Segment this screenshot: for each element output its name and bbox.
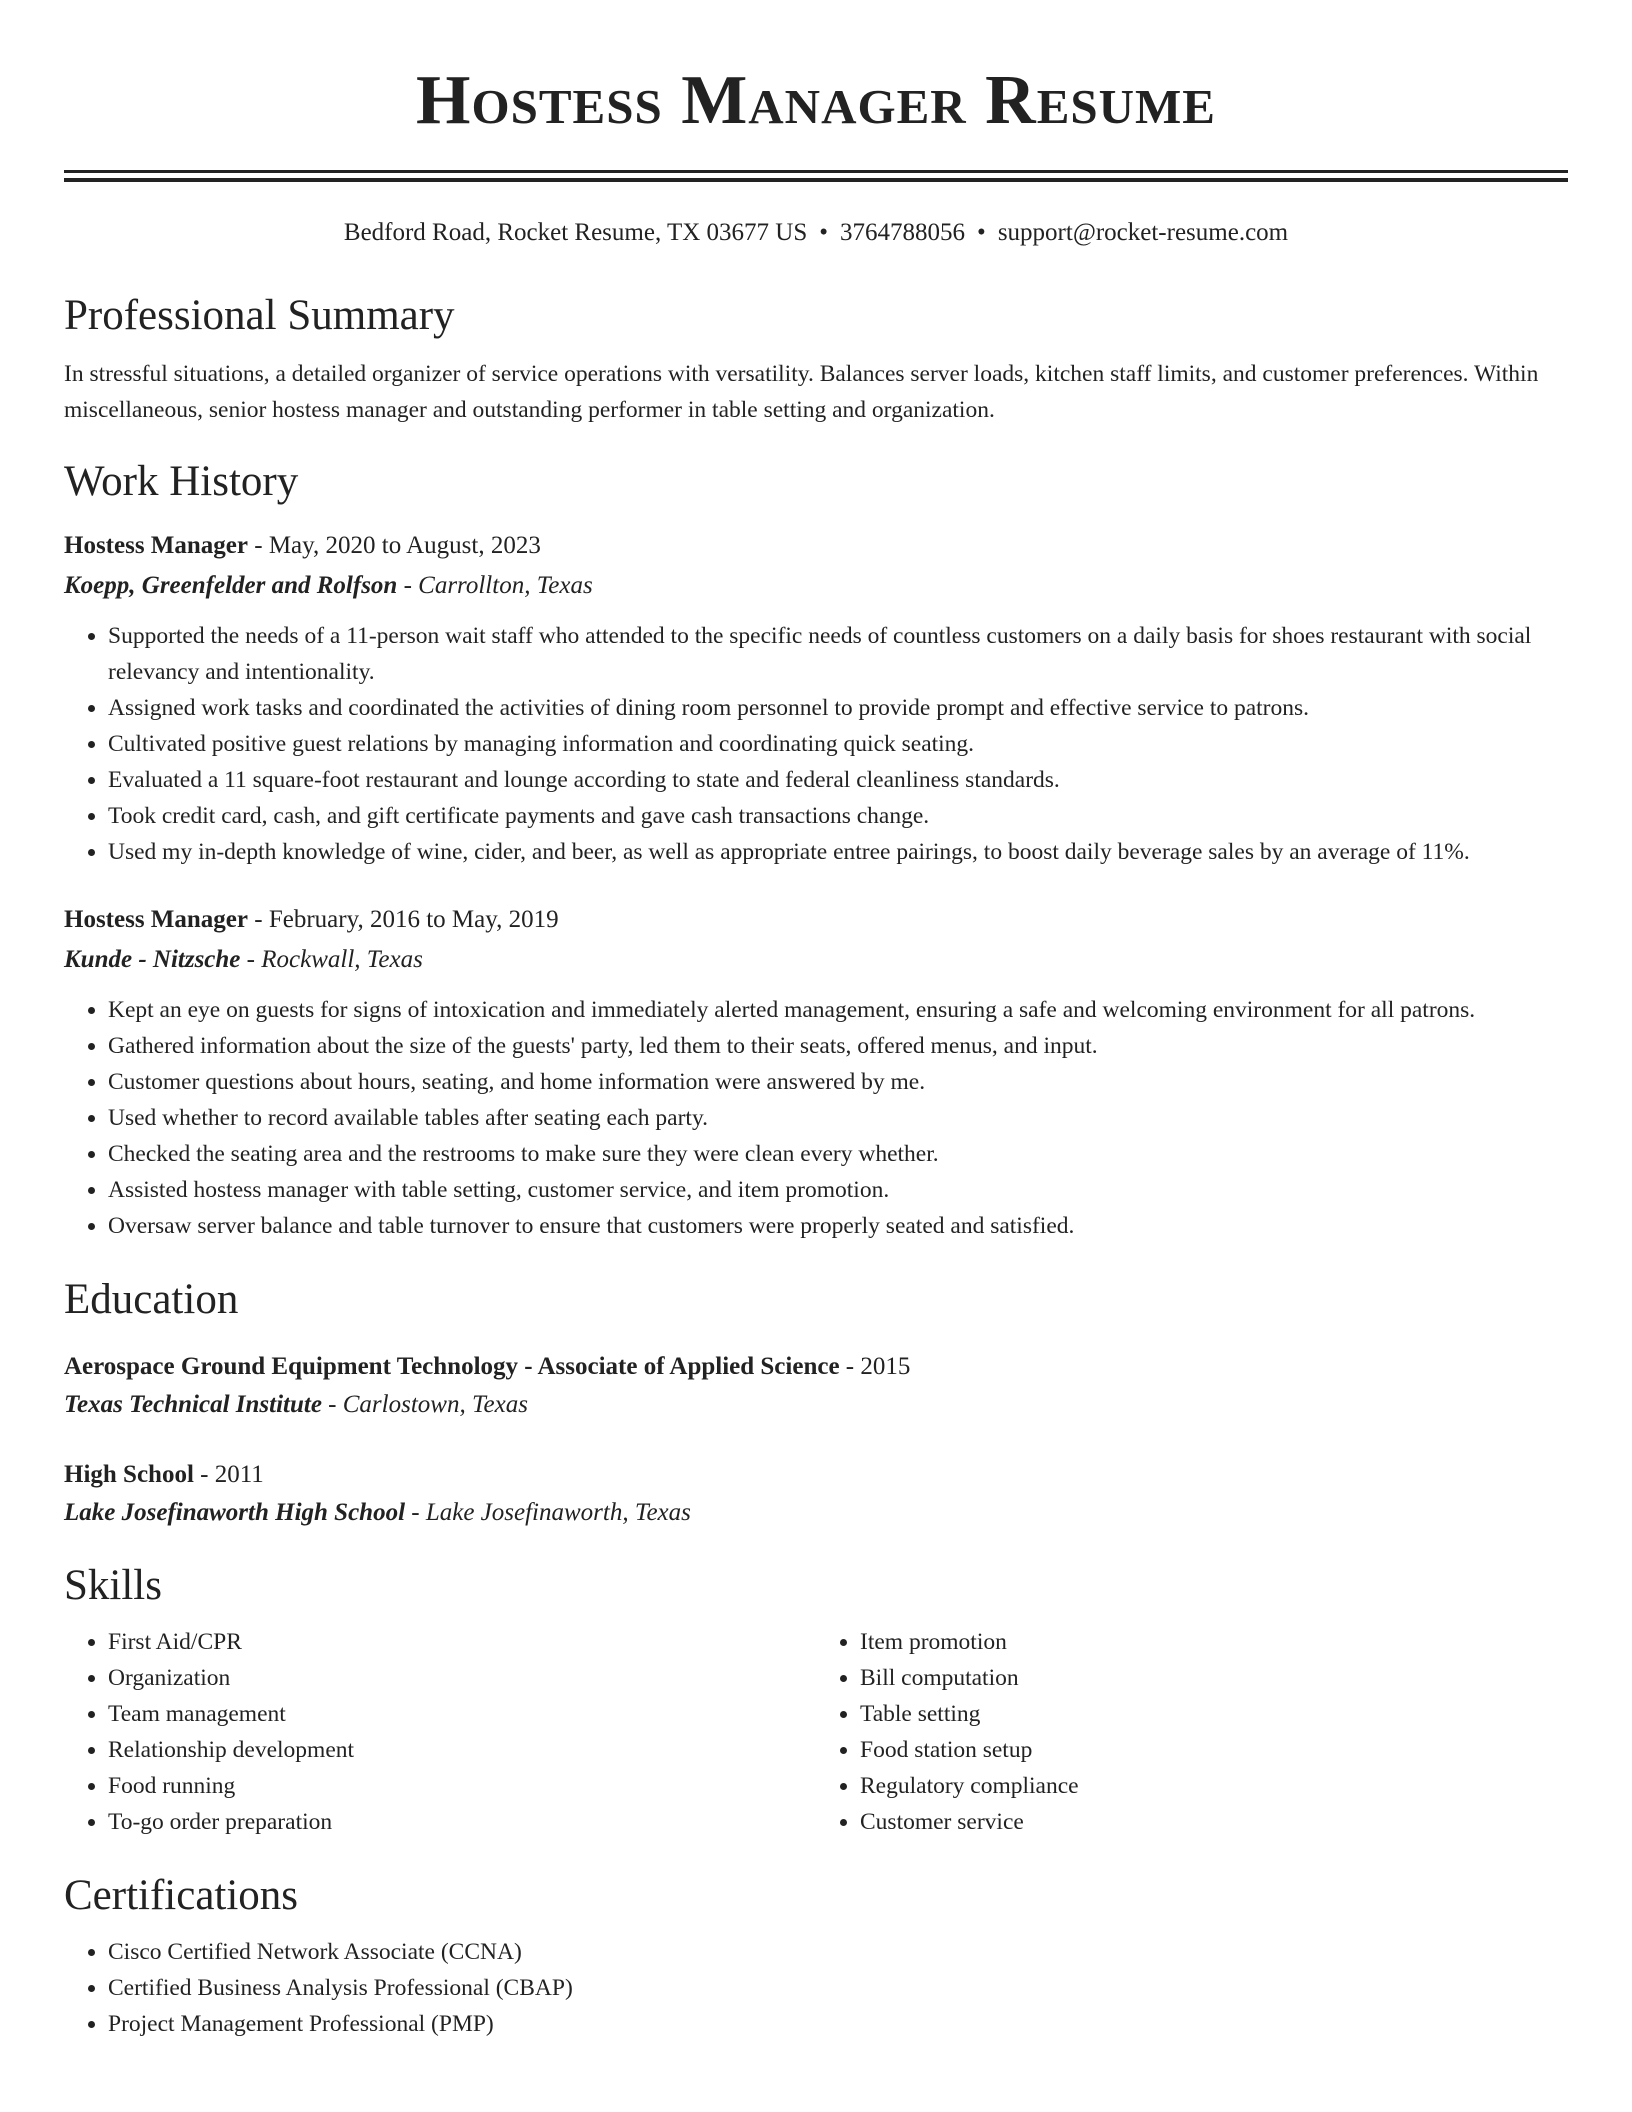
education-year: - 2011 <box>193 1461 264 1488</box>
job-dates: - May, 2020 to August, 2023 <box>248 532 541 559</box>
education-school: Texas Technical Institute <box>64 1391 322 1418</box>
skill-item: • Organization <box>108 1660 816 1696</box>
job-location: - Carrollton, Texas <box>397 572 593 599</box>
job-bullet: • Used whether to record available tables after seating each party. <box>108 1100 1568 1136</box>
job-bullet: • Kept an eye on guests for signs of intoxication and immediately alerted management, ensuring a safe and welcoming environment for all patrons. <box>108 992 1568 1028</box>
summary-text: In stressful situations, a detailed organizer of service operations with versatility. Balances server loads, kitchen staff limits, and customer preferences. Within miscellaneous, senior hostess manager and outstanding performer in table setting and organization. <box>64 361 1539 423</box>
title-rule-top <box>64 170 1568 173</box>
contact-phone: 3764788056 <box>840 219 966 246</box>
education-school: Lake Josefinaworth High School <box>64 1499 406 1526</box>
work-history-heading: Work History <box>64 458 299 505</box>
certification-item: • Certified Business Analysis Professional (CBAP) <box>108 1970 1568 2006</box>
job-dates: - February, 2016 to May, 2019 <box>248 906 559 933</box>
skills-list-right <box>816 1624 1568 1840</box>
skills-columns <box>64 1624 1568 1840</box>
contact-separator: • <box>977 219 986 246</box>
education-year: - 2015 <box>839 1353 911 1380</box>
certification-item: • Cisco Certified Network Associate (CCNA) <box>108 1934 1568 1970</box>
contact-email: support@rocket-resume.com <box>997 219 1289 246</box>
job-bullet: • Checked the seating area and the restrooms to make sure they were clean every whether. <box>108 1136 1568 1172</box>
education-location: - Lake Josefinaworth, Texas <box>405 1499 691 1526</box>
skills-heading: Skills <box>64 1562 162 1609</box>
job-location: - Rockwall, Texas <box>240 946 423 973</box>
job-bullet: • Assigned work tasks and coordinated the activities of dining room personnel to provide prompt and effective service to patrons. <box>108 690 1568 726</box>
skill-item: • Table setting <box>860 1696 1568 1732</box>
summary-heading: Professional Summary <box>64 292 455 339</box>
job-entry <box>64 526 1568 870</box>
job-bullet: • Gathered information about the size of the guests' party, led them to their seats, offered menus, and input. <box>108 1028 1568 1064</box>
education-school-line <box>64 1386 1568 1424</box>
education-degree-line <box>64 1456 1568 1494</box>
education-location: - Carlostown, Texas <box>321 1391 528 1418</box>
certifications-heading: Certifications <box>64 1872 299 1919</box>
skill-item: • Bill computation <box>860 1660 1568 1696</box>
certification-item: • Project Management Professional (PMP) <box>108 2006 1568 2042</box>
title-rule-bottom <box>64 178 1568 182</box>
job-bullet: • Customer questions about hours, seating, and home information were answered by me. <box>108 1064 1568 1100</box>
contact-line <box>64 218 1568 248</box>
skill-item: • Food running <box>108 1768 816 1804</box>
certifications-list <box>64 1934 1568 2042</box>
skill-item: • To-go order preparation <box>108 1804 816 1840</box>
education-degree-line <box>64 1348 1568 1386</box>
job-title: Hostess Manager <box>64 532 248 559</box>
resume-title: Hostess Manager Resume <box>416 62 1216 139</box>
job-title-line <box>64 900 1568 940</box>
job-bullet: • Took credit card, cash, and gift certificate payments and gave cash transactions change. <box>108 798 1568 834</box>
job-bullet: • Cultivated positive guest relations by managing information and coordinating quick seating. <box>108 726 1568 762</box>
skill-item: • Item promotion <box>860 1624 1568 1660</box>
skill-item: • Customer service <box>860 1804 1568 1840</box>
job-bullet: • Supported the needs of a 11-person wait staff who attended to the specific needs of countless customers on a daily basis for shoes restaurant with social relevancy and intentionality. <box>108 618 1568 690</box>
contact-separator: • <box>819 219 829 246</box>
job-company: Kunde - Nitzsche <box>64 946 241 973</box>
job-bullet: • Used my in-depth knowledge of wine, cider, and beer, as well as appropriate entree pairings, to boost daily beverage sales by an average of 11%. <box>108 834 1568 870</box>
skill-item: • First Aid/CPR <box>108 1624 816 1660</box>
education-entry <box>64 1348 1568 1424</box>
skill-item: • Team management <box>108 1696 816 1732</box>
skill-item: • Relationship development <box>108 1732 816 1768</box>
job-company-line <box>64 566 1568 606</box>
job-title-line <box>64 526 1568 566</box>
contact-address: Bedford Road, Rocket Resume, TX 03677 US <box>343 219 808 246</box>
job-bullet: • Oversaw server balance and table turnover to ensure that customers were properly seated and satisfied. <box>108 1208 1568 1244</box>
education-entry <box>64 1456 1568 1532</box>
job-bullets <box>64 992 1568 1244</box>
job-entry <box>64 900 1568 1244</box>
skills-list-left <box>64 1624 816 1840</box>
education-degree: High School <box>64 1461 194 1488</box>
job-bullet: • Assisted hostess manager with table setting, customer service, and item promotion. <box>108 1172 1568 1208</box>
education-degree: Aerospace Ground Equipment Technology - Associate of Applied Science <box>64 1353 840 1380</box>
job-bullet: • Evaluated a 11 square-foot restaurant and lounge according to state and federal cleanliness standards. <box>108 762 1568 798</box>
education-heading: Education <box>64 1276 239 1323</box>
job-title: Hostess Manager <box>64 906 248 933</box>
job-company: Koepp, Greenfelder and Rolfson <box>64 572 398 599</box>
skill-item: • Regulatory compliance <box>860 1768 1568 1804</box>
education-school-line <box>64 1494 1568 1532</box>
skill-item: • Food station setup <box>860 1732 1568 1768</box>
job-company-line <box>64 940 1568 980</box>
job-bullets <box>64 618 1568 870</box>
